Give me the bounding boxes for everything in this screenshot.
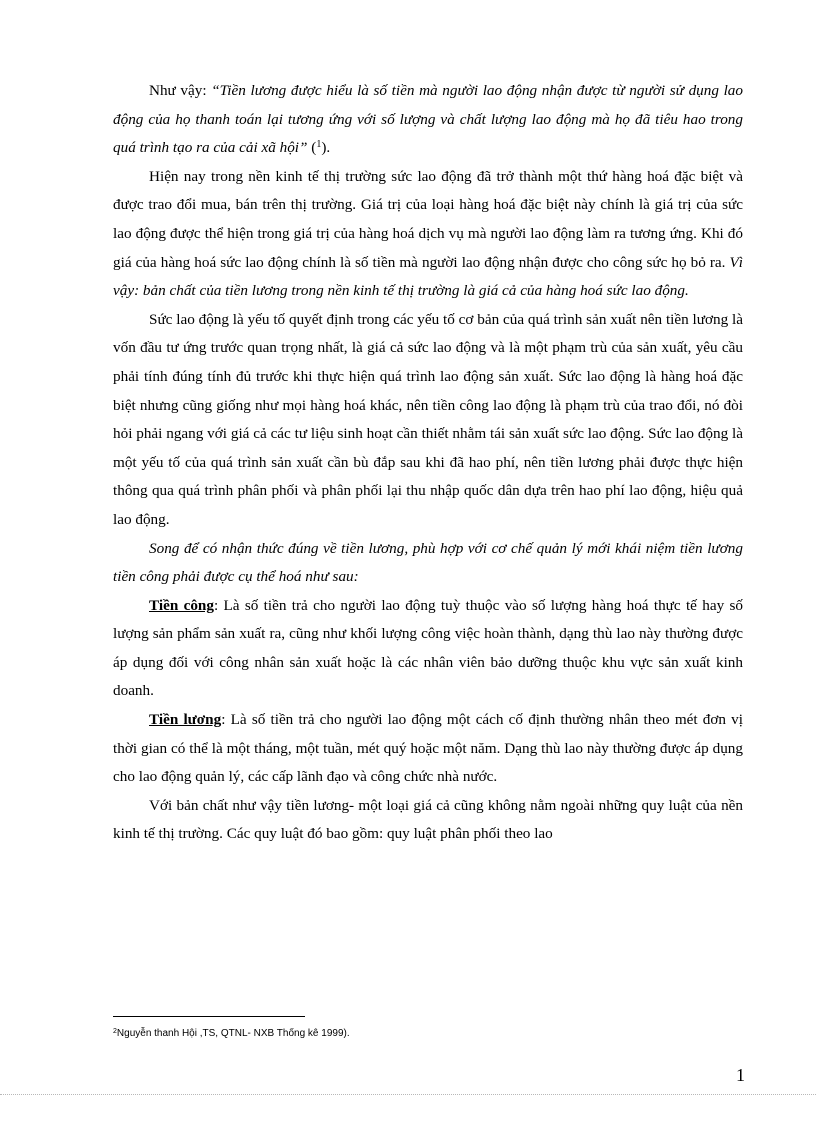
footnote-separator [113, 1016, 305, 1017]
paragraph [113, 592, 743, 706]
term-tien-luong: Tiền lương [149, 711, 222, 729]
paragraph-text: Với bản chất như vậy tiền lương- một loại giá cả cũng không nằm ngoài những quy luật của nền kinh tế thị trường. Các quy luật đó bao gồm: quy luật phân phối theo lao [113, 796, 743, 843]
ref-close: ). [321, 139, 331, 157]
footnote-number: 2 [113, 1028, 117, 1035]
term-tien-cong: Tiền công [149, 596, 214, 614]
paragraph-text: : Là số tiền trả cho người lao động tuỳ thuộc vào số lượng hàng hoá thực tế hay số lượng sản phẩm sản xuất ra, cũng như khối lượng công việc hoàn thành, dạng thù lao này thường được áp dụng đối với công nhân sản xuất hoặc là các nhân viên bảo dưỡng thuộc khu vực sản xuất kinh doanh. [113, 596, 743, 700]
paragraph [113, 306, 743, 535]
paragraph-text: Hiện nay trong nền kinh tế thị trường sức lao động đã trở thành một thứ hàng hoá đặc biệt và được trao đổi mua, bán trên thị trường. Giá trị của loại hàng hoá đặc biệt này chính là giá trị của sức lao động được thể hiện trong giá trị của hàng hoá dịch vụ mà người lao động làm ra tương ứng. Khi đó giá của hàng hoá sức lao động chính là số tiền mà người lao động nhận được cho công sức họ bỏ ra. [113, 167, 743, 271]
ref-open: ( [307, 139, 317, 157]
paragraph-text: Sức lao động là yếu tố quyết định trong các yếu tố cơ bản của quá trình sản xuất nên tiền lương là vốn đầu tư ứng trước quan trọng nhất, là giá cả sức lao động và là một phạm trù của sản xuất, yêu cầu phải tính đúng tính đủ trước khi thực hiện quá trình lao động sản xuất. Sức lao động là hàng hoá đặc biệt nhưng cũng giống như mọi hàng hoá khác, nên tiền công lao động là phạm trù của trao đổi, nó đòi hỏi phải ngang với giá cả các tư liệu sinh hoạt cần thiết nhằm tái sản xuất sức lao động. Sức lao động là một yếu tố của quá trình sản xuất cần bù đắp sau khi đã hao phí, nên tiền lương phải được thực hiện thông qua quá trình phân phối và phân phối lại thu nhập quốc dân dựa trên hao phí lao động, hiệu quả lao động. [113, 310, 743, 528]
paragraph [113, 706, 743, 792]
paragraph [113, 77, 743, 163]
document-body [113, 77, 743, 849]
paragraph [113, 163, 743, 306]
footnote [113, 1028, 350, 1039]
paragraph-lead: Như vậy: [149, 82, 212, 99]
definition-quote: “Tiền lương được hiểu là số tiền mà người lao động nhận được từ người sử dụng lao động của họ thanh toán lại tương ứng với số lượng và chất lượng lao động mà họ đã tiêu hao trong quá trình tạo ra của cải xã hội” [113, 82, 743, 157]
paragraph-italic: Vì vậy: bản chất của tiền lương trong nền kinh tế thị trường là giá cả của hàng hoá sức lao động. [113, 253, 743, 300]
page-number: 1 [736, 1065, 745, 1085]
paragraph-italic: Song để có nhận thức đúng về tiền lương, phù hợp với cơ chế quản lý mới khái niệm tiền lương tiền công phải được cụ thể hoá như sau: [113, 539, 743, 586]
paragraph [113, 535, 743, 592]
footnote-text: Nguyễn thanh Hội ,TS, QTNL- NXB Thống kê 1999). [116, 1028, 350, 1039]
page-bottom-border [0, 1094, 816, 1095]
paragraph [113, 792, 743, 849]
footnote-ref: 1 [316, 139, 322, 151]
paragraph-text: : Là số tiền trả cho người lao động một cách cố định thường nhân theo mét đơn vị thời gian có thể là một tháng, một tuần, mét quý hoặc một năm. Dạng thù lao này thường được áp dụng cho lao động quản lý, các cấp lãnh đạo và công chức nhà nước. [113, 711, 743, 786]
